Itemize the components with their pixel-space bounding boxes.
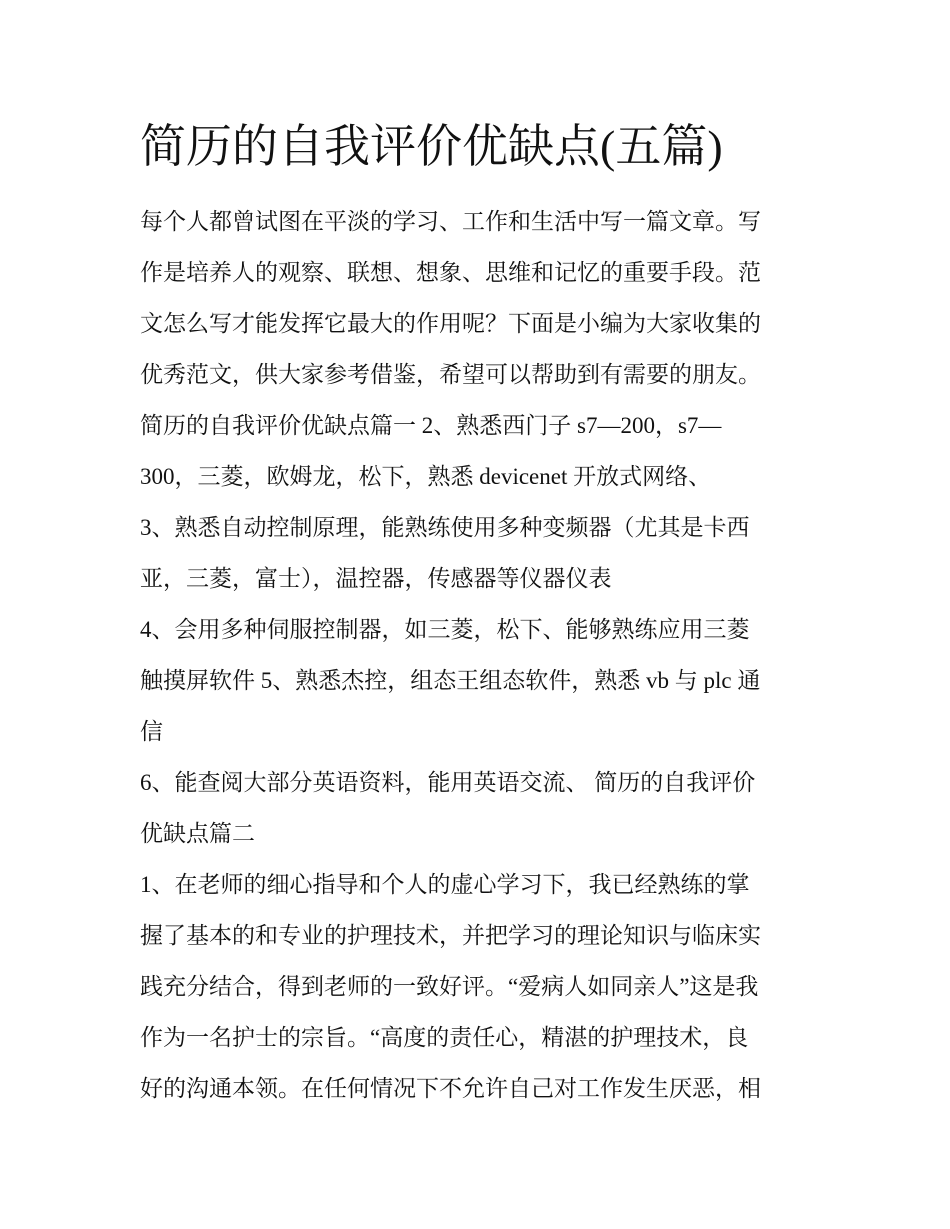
text-line: 握了基本的和专业的护理技术，并把学习的理论知识与临床实 [140,923,761,948]
text-line: 作是培养人的观察、联想、想象、思维和记忆的重要手段。范 [140,260,761,285]
text-line: 亚，三菱，富士），温控器，传感器等仪器仪表 [140,566,612,591]
text-line: 每个人都曾试图在平淡的学习、工作和生活中写一篇文章。写 [140,209,761,234]
document-title: 简历的自我评价优缺点(五篇) [140,121,723,172]
text-line: 优秀范文，供大家参考借鉴，希望可以帮助到有需要的朋友。 [140,362,761,387]
text-line: 好的沟通本领。在任何情况下不允许自己对工作发生厌恶，相 [140,1076,761,1101]
document-body [140,196,820,1114]
text-line: 300，三菱，欧姆龙，松下，熟悉 devicenet 开放式网络、 [140,464,712,489]
text-line: 3、熟悉自动控制原理，能熟练使用多种变频器（尤其是卡西 [140,515,750,540]
text-line: 触摸屏软件 5、熟悉杰控，组态王组态软件，熟悉 vb 与 plc 通 [140,668,761,693]
text-line: 文怎么写才能发挥它最大的作用呢？下面是小编为大家收集的 [140,311,761,336]
text-line: 简历的自我评价优缺点篇一 2、熟悉西门子 s7—200，s7— [140,413,722,438]
text-line: 践充分结合，得到老师的一致好评。“爱病人如同亲人”这是我 [140,974,759,999]
text-line: 6、能查阅大部分英语资料，能用英语交流、 简历的自我评价 [140,770,756,795]
text-line: 优缺点篇二 [140,821,255,846]
text-line: 信 [140,719,163,744]
text-line: 1、在老师的细心指导和个人的虚心学习下，我已经熟练的掌 [140,872,750,897]
text-line: 4、会用多种伺服控制器，如三菱，松下、能够熟练应用三菱 [140,617,750,642]
text-line: 作为一名护士的宗旨。“高度的责任心，精湛的护理技术，良 [140,1025,749,1050]
